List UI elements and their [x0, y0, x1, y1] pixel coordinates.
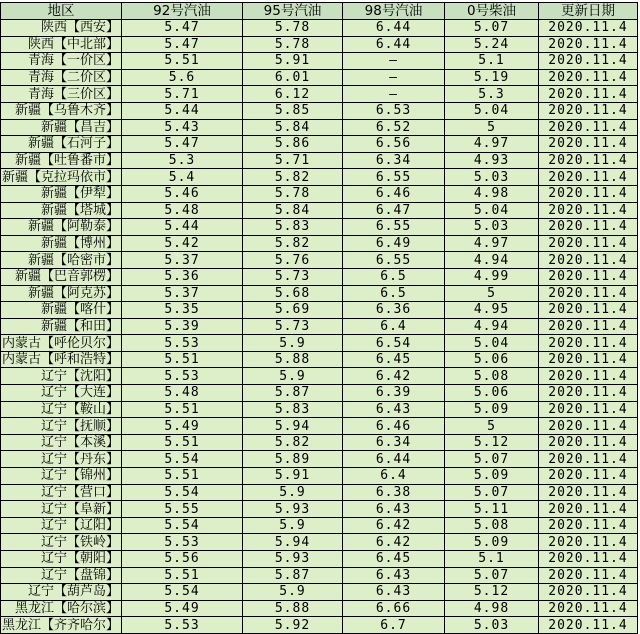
table-row [1, 36, 638, 53]
date-cell: 2020.11.4 [539, 385, 638, 402]
region-cell: 新疆【塔城】 [1, 202, 122, 219]
price-92-cell: 5.47 [122, 136, 243, 153]
price-98-cell: 6.34 [343, 152, 445, 169]
price-diesel-cell: 5.11 [445, 501, 539, 518]
region-cell: 新疆【乌鲁木齐】 [1, 102, 122, 119]
region-cell: 辽宁【辽阳】 [1, 517, 122, 534]
price-98-cell: 6.45 [343, 551, 445, 568]
date-cell: 2020.11.4 [539, 501, 638, 518]
table-row [1, 551, 638, 568]
price-95-cell: 5.83 [243, 219, 343, 236]
price-95-cell: 5.93 [243, 501, 343, 518]
price-95-cell: 6.01 [243, 69, 343, 86]
region-cell: 辽宁【阜新】 [1, 501, 122, 518]
price-98-cell: 6.43 [343, 501, 445, 518]
price-95-cell: 5.84 [243, 202, 343, 219]
price-92-cell: 5.53 [122, 617, 243, 634]
region-cell: 青海【一价区】 [1, 53, 122, 70]
price-95-cell: 5.73 [243, 318, 343, 335]
price-98-cell: — [343, 86, 445, 103]
table-body [1, 20, 638, 634]
table-row [1, 53, 638, 70]
price-95-cell: 5.86 [243, 136, 343, 153]
price-98-cell: 6.43 [343, 401, 445, 418]
table-row [1, 517, 638, 534]
price-92-cell: 5.71 [122, 86, 243, 103]
price-95-cell: 5.85 [243, 102, 343, 119]
header-98-gasoline: 98号汽油 [343, 3, 445, 20]
price-diesel-cell: 4.97 [445, 235, 539, 252]
date-cell: 2020.11.4 [539, 185, 638, 202]
date-cell: 2020.11.4 [539, 86, 638, 103]
price-diesel-cell: 5.12 [445, 434, 539, 451]
price-diesel-cell: 5.07 [445, 567, 539, 584]
date-cell: 2020.11.4 [539, 119, 638, 136]
region-cell: 辽宁【鞍山】 [1, 401, 122, 418]
price-98-cell: 6.66 [343, 600, 445, 617]
price-98-cell: 6.4 [343, 318, 445, 335]
date-cell: 2020.11.4 [539, 517, 638, 534]
table-row [1, 252, 638, 269]
region-cell: 新疆【吐鲁番市】 [1, 152, 122, 169]
table-row [1, 385, 638, 402]
price-92-cell: 5.42 [122, 235, 243, 252]
price-diesel-cell: 4.94 [445, 318, 539, 335]
price-diesel-cell: 5.07 [445, 20, 539, 37]
price-98-cell: 6.52 [343, 119, 445, 136]
date-cell: 2020.11.4 [539, 219, 638, 236]
table-row [1, 534, 638, 551]
table-row [1, 185, 638, 202]
price-95-cell: 5.71 [243, 152, 343, 169]
region-cell: 辽宁【本溪】 [1, 434, 122, 451]
price-92-cell: 5.39 [122, 318, 243, 335]
region-cell: 辽宁【盘锦】 [1, 567, 122, 584]
price-98-cell: 6.53 [343, 102, 445, 119]
region-cell: 黑龙江【哈尔滨】 [1, 600, 122, 617]
date-cell: 2020.11.4 [539, 302, 638, 319]
header-0-diesel: 0号柴油 [445, 3, 539, 20]
date-cell: 2020.11.4 [539, 351, 638, 368]
price-95-cell: 5.91 [243, 53, 343, 70]
region-cell: 陕西【西安】 [1, 20, 122, 37]
price-98-cell: 6.55 [343, 219, 445, 236]
price-98-cell: 6.36 [343, 302, 445, 319]
price-92-cell: 5.51 [122, 53, 243, 70]
header-row [1, 3, 638, 20]
price-98-cell: 6.5 [343, 268, 445, 285]
table-row [1, 335, 638, 352]
date-cell: 2020.11.4 [539, 69, 638, 86]
price-diesel-cell: 5.1 [445, 53, 539, 70]
region-cell: 内蒙古【呼伦贝尔】 [1, 335, 122, 352]
price-98-cell: 6.43 [343, 567, 445, 584]
price-92-cell: 5.54 [122, 584, 243, 601]
date-cell: 2020.11.4 [539, 235, 638, 252]
table-row [1, 69, 638, 86]
region-cell: 辽宁【抚顺】 [1, 418, 122, 435]
price-92-cell: 5.54 [122, 451, 243, 468]
price-diesel-cell: 5.09 [445, 401, 539, 418]
price-95-cell: 5.88 [243, 600, 343, 617]
price-diesel-cell: 5.1 [445, 551, 539, 568]
price-98-cell: 6.34 [343, 434, 445, 451]
price-92-cell: 5.3 [122, 152, 243, 169]
header-region: 地区 [1, 3, 122, 20]
price-98-cell: — [343, 69, 445, 86]
price-95-cell: 5.73 [243, 268, 343, 285]
price-98-cell: 6.44 [343, 20, 445, 37]
price-diesel-cell: 4.97 [445, 136, 539, 153]
price-95-cell: 5.87 [243, 385, 343, 402]
region-cell: 青海【三价区】 [1, 86, 122, 103]
price-95-cell: 5.87 [243, 567, 343, 584]
price-diesel-cell: 4.99 [445, 268, 539, 285]
price-98-cell: 6.44 [343, 451, 445, 468]
date-cell: 2020.11.4 [539, 584, 638, 601]
price-98-cell: 6.56 [343, 136, 445, 153]
price-98-cell: 6.46 [343, 185, 445, 202]
price-diesel-cell: 5.06 [445, 385, 539, 402]
table-row [1, 434, 638, 451]
table-row [1, 318, 638, 335]
price-diesel-cell: 4.95 [445, 302, 539, 319]
region-cell: 辽宁【葫芦岛】 [1, 584, 122, 601]
price-95-cell: 5.92 [243, 617, 343, 634]
table-row [1, 20, 638, 37]
price-92-cell: 5.51 [122, 468, 243, 485]
table-row [1, 302, 638, 319]
price-92-cell: 5.51 [122, 434, 243, 451]
price-92-cell: 5.37 [122, 252, 243, 269]
price-diesel-cell: 5.09 [445, 468, 539, 485]
price-92-cell: 5.51 [122, 567, 243, 584]
price-diesel-cell: 5.04 [445, 335, 539, 352]
price-95-cell: 5.9 [243, 517, 343, 534]
price-diesel-cell: 4.93 [445, 152, 539, 169]
header-92-gasoline: 92号汽油 [122, 3, 243, 20]
price-diesel-cell: 5.07 [445, 484, 539, 501]
price-diesel-cell: 5 [445, 285, 539, 302]
price-95-cell: 6.12 [243, 86, 343, 103]
date-cell: 2020.11.4 [539, 401, 638, 418]
price-92-cell: 5.54 [122, 517, 243, 534]
price-92-cell: 5.49 [122, 600, 243, 617]
date-cell: 2020.11.4 [539, 617, 638, 634]
price-diesel-cell: 5.08 [445, 517, 539, 534]
date-cell: 2020.11.4 [539, 368, 638, 385]
date-cell: 2020.11.4 [539, 53, 638, 70]
region-cell: 辽宁【沈阳】 [1, 368, 122, 385]
price-95-cell: 5.9 [243, 368, 343, 385]
price-98-cell: 6.42 [343, 368, 445, 385]
table-row [1, 136, 638, 153]
price-95-cell: 5.76 [243, 252, 343, 269]
table-row [1, 219, 638, 236]
price-95-cell: 5.94 [243, 418, 343, 435]
date-cell: 2020.11.4 [539, 152, 638, 169]
price-98-cell: 6.54 [343, 335, 445, 352]
price-diesel-cell: 5 [445, 418, 539, 435]
table-row [1, 484, 638, 501]
region-cell: 新疆【昌吉】 [1, 119, 122, 136]
table-row [1, 351, 638, 368]
region-cell: 辽宁【朝阳】 [1, 551, 122, 568]
price-92-cell: 5.55 [122, 501, 243, 518]
price-92-cell: 5.36 [122, 268, 243, 285]
price-98-cell: 6.7 [343, 617, 445, 634]
price-92-cell: 5.47 [122, 36, 243, 53]
price-diesel-cell: 5.08 [445, 368, 539, 385]
price-95-cell: 5.78 [243, 36, 343, 53]
header-95-gasoline: 95号汽油 [243, 3, 343, 20]
table-row [1, 235, 638, 252]
region-cell: 新疆【哈密市】 [1, 252, 122, 269]
price-95-cell: 5.9 [243, 584, 343, 601]
price-98-cell: 6.4 [343, 468, 445, 485]
date-cell: 2020.11.4 [539, 484, 638, 501]
price-98-cell: 6.39 [343, 385, 445, 402]
price-98-cell: 6.55 [343, 169, 445, 186]
price-95-cell: 5.9 [243, 335, 343, 352]
price-92-cell: 5.56 [122, 551, 243, 568]
table-row [1, 169, 638, 186]
price-95-cell: 5.82 [243, 434, 343, 451]
table-row [1, 368, 638, 385]
price-98-cell: 6.47 [343, 202, 445, 219]
price-92-cell: 5.51 [122, 401, 243, 418]
date-cell: 2020.11.4 [539, 20, 638, 37]
price-92-cell: 5.46 [122, 185, 243, 202]
price-diesel-cell: 4.94 [445, 252, 539, 269]
price-diesel-cell: 5.07 [445, 451, 539, 468]
date-cell: 2020.11.4 [539, 600, 638, 617]
region-cell: 辽宁【营口】 [1, 484, 122, 501]
date-cell: 2020.11.4 [539, 418, 638, 435]
table-row [1, 152, 638, 169]
date-cell: 2020.11.4 [539, 451, 638, 468]
price-diesel-cell: 4.98 [445, 185, 539, 202]
price-98-cell: 6.43 [343, 584, 445, 601]
price-diesel-cell: 5.04 [445, 202, 539, 219]
price-95-cell: 5.88 [243, 351, 343, 368]
price-diesel-cell: 5.04 [445, 102, 539, 119]
date-cell: 2020.11.4 [539, 102, 638, 119]
region-cell: 新疆【阿克苏】 [1, 285, 122, 302]
price-92-cell: 5.44 [122, 102, 243, 119]
price-95-cell: 5.82 [243, 169, 343, 186]
price-92-cell: 5.48 [122, 202, 243, 219]
price-92-cell: 5.51 [122, 351, 243, 368]
table-row [1, 119, 638, 136]
price-92-cell: 5.44 [122, 219, 243, 236]
date-cell: 2020.11.4 [539, 468, 638, 485]
date-cell: 2020.11.4 [539, 285, 638, 302]
price-92-cell: 5.43 [122, 119, 243, 136]
date-cell: 2020.11.4 [539, 169, 638, 186]
price-92-cell: 5.37 [122, 285, 243, 302]
region-cell: 内蒙古【呼和浩特】 [1, 351, 122, 368]
price-98-cell: — [343, 53, 445, 70]
price-92-cell: 5.53 [122, 335, 243, 352]
date-cell: 2020.11.4 [539, 318, 638, 335]
date-cell: 2020.11.4 [539, 252, 638, 269]
date-cell: 2020.11.4 [539, 335, 638, 352]
header-update-date: 更新日期 [539, 3, 638, 20]
price-diesel-cell: 5.12 [445, 584, 539, 601]
table-row [1, 285, 638, 302]
date-cell: 2020.11.4 [539, 36, 638, 53]
table-row [1, 102, 638, 119]
price-98-cell: 6.42 [343, 517, 445, 534]
region-cell: 辽宁【锦州】 [1, 468, 122, 485]
price-98-cell: 6.45 [343, 351, 445, 368]
price-diesel-cell: 5 [445, 119, 539, 136]
region-cell: 新疆【巴音郭楞】 [1, 268, 122, 285]
price-95-cell: 5.78 [243, 185, 343, 202]
region-cell: 辽宁【大连】 [1, 385, 122, 402]
table-row [1, 268, 638, 285]
price-95-cell: 5.68 [243, 285, 343, 302]
date-cell: 2020.11.4 [539, 202, 638, 219]
region-cell: 新疆【阿勒泰】 [1, 219, 122, 236]
price-98-cell: 6.55 [343, 252, 445, 269]
price-95-cell: 5.93 [243, 551, 343, 568]
date-cell: 2020.11.4 [539, 136, 638, 153]
table-row [1, 617, 638, 634]
price-92-cell: 5.49 [122, 418, 243, 435]
price-95-cell: 5.89 [243, 451, 343, 468]
price-diesel-cell: 5.06 [445, 351, 539, 368]
price-92-cell: 5.35 [122, 302, 243, 319]
price-98-cell: 6.42 [343, 534, 445, 551]
region-cell: 新疆【和田】 [1, 318, 122, 335]
price-92-cell: 5.53 [122, 368, 243, 385]
price-95-cell: 5.84 [243, 119, 343, 136]
table-row [1, 468, 638, 485]
price-92-cell: 5.4 [122, 169, 243, 186]
price-95-cell: 5.94 [243, 534, 343, 551]
price-diesel-cell: 5.03 [445, 169, 539, 186]
date-cell: 2020.11.4 [539, 551, 638, 568]
price-98-cell: 6.49 [343, 235, 445, 252]
price-diesel-cell: 5.19 [445, 69, 539, 86]
price-95-cell: 5.9 [243, 484, 343, 501]
price-diesel-cell: 5.24 [445, 36, 539, 53]
price-diesel-cell: 5.09 [445, 534, 539, 551]
table-row [1, 600, 638, 617]
date-cell: 2020.11.4 [539, 534, 638, 551]
date-cell: 2020.11.4 [539, 567, 638, 584]
table-row [1, 451, 638, 468]
price-92-cell: 5.48 [122, 385, 243, 402]
price-98-cell: 6.44 [343, 36, 445, 53]
region-cell: 青海【二价区】 [1, 69, 122, 86]
price-diesel-cell: 5.03 [445, 219, 539, 236]
date-cell: 2020.11.4 [539, 434, 638, 451]
region-cell: 新疆【石河子】 [1, 136, 122, 153]
region-cell: 黑龙江【齐齐哈尔】 [1, 617, 122, 634]
price-92-cell: 5.54 [122, 484, 243, 501]
date-cell: 2020.11.4 [539, 268, 638, 285]
fuel-price-table [0, 2, 638, 634]
table-row [1, 584, 638, 601]
price-98-cell: 6.46 [343, 418, 445, 435]
table-row [1, 401, 638, 418]
price-95-cell: 5.78 [243, 20, 343, 37]
price-diesel-cell: 5.03 [445, 617, 539, 634]
price-98-cell: 6.5 [343, 285, 445, 302]
table-row [1, 202, 638, 219]
price-95-cell: 5.91 [243, 468, 343, 485]
price-diesel-cell: 5.3 [445, 86, 539, 103]
region-cell: 新疆【喀什】 [1, 302, 122, 319]
table-row [1, 567, 638, 584]
price-diesel-cell: 4.98 [445, 600, 539, 617]
price-98-cell: 6.38 [343, 484, 445, 501]
region-cell: 新疆【伊犁】 [1, 185, 122, 202]
price-95-cell: 5.82 [243, 235, 343, 252]
region-cell: 新疆【博州】 [1, 235, 122, 252]
table-row [1, 86, 638, 103]
price-92-cell: 5.47 [122, 20, 243, 37]
region-cell: 辽宁【铁岭】 [1, 534, 122, 551]
price-95-cell: 5.83 [243, 401, 343, 418]
price-95-cell: 5.69 [243, 302, 343, 319]
table-row [1, 418, 638, 435]
region-cell: 新疆【克拉玛依市】 [1, 169, 122, 186]
price-92-cell: 5.6 [122, 69, 243, 86]
region-cell: 辽宁【丹东】 [1, 451, 122, 468]
table-row [1, 501, 638, 518]
price-92-cell: 5.53 [122, 534, 243, 551]
region-cell: 陕西【中北部】 [1, 36, 122, 53]
